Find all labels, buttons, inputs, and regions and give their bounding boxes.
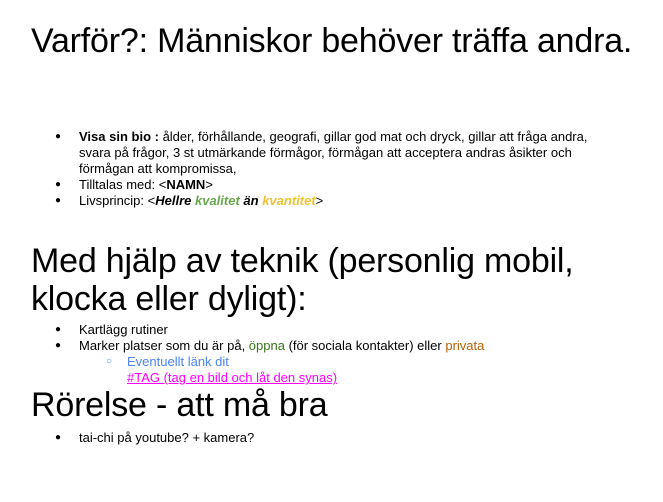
list-item-places [79, 338, 619, 386]
principle-word-an: än [239, 193, 263, 208]
list-item-principle [79, 193, 619, 209]
principle-word-kvalitet: kvalitet [194, 193, 240, 208]
address-open: < [158, 177, 167, 192]
principle-close: > [315, 193, 324, 208]
principle-word-kvantitet: kvantitet [262, 193, 316, 208]
places-private: privata [445, 338, 485, 353]
tech-list [79, 322, 619, 386]
list-item-taichi: ● tai-chi på youtube? + kamera? [79, 430, 619, 446]
list-item-address [79, 177, 619, 193]
why-list [79, 129, 619, 209]
places-sublist [127, 354, 663, 386]
address-close: > [205, 177, 213, 192]
places-prefix: Marker platser som du är på, [79, 338, 249, 353]
sublist-item-link: ○ Eventuellt länk dit [127, 354, 663, 370]
list-item-bio [79, 129, 619, 177]
principle-word-hellre: Hellre [155, 193, 195, 208]
bio-text: ålder, förhållande, geografi, gillar god mat och dryck, gillar att fråga andra, svara på frågor, 3 st utmärkande förmågor, förmågan att acceptera andras åsikter och förmågan att kompromissa, [79, 129, 588, 176]
address-value: NAMN [166, 177, 206, 192]
heading-why: Varför?: Människor behöver träffa andra. [31, 22, 633, 60]
principle-prefix: Livsprincip: [79, 193, 148, 208]
bio-label: Visa sin bio : [79, 129, 159, 144]
places-open: öppna [248, 338, 285, 353]
principle-open: < [147, 193, 156, 208]
address-prefix: Tilltalas med: [79, 177, 159, 192]
places-middle: (för sociala kontakter) eller [284, 338, 446, 353]
sublist-item-tag[interactable]: #TAG (tag en bild och låt den synas) [127, 370, 338, 385]
list-item-routines: ● Kartlägg rutiner [79, 322, 619, 338]
movement-list [79, 430, 619, 446]
heading-movement: Rörelse - att må bra [31, 386, 328, 424]
heading-tech: Med hjälp av teknik (personlig mobil, klocka eller dyligt): [31, 242, 574, 318]
